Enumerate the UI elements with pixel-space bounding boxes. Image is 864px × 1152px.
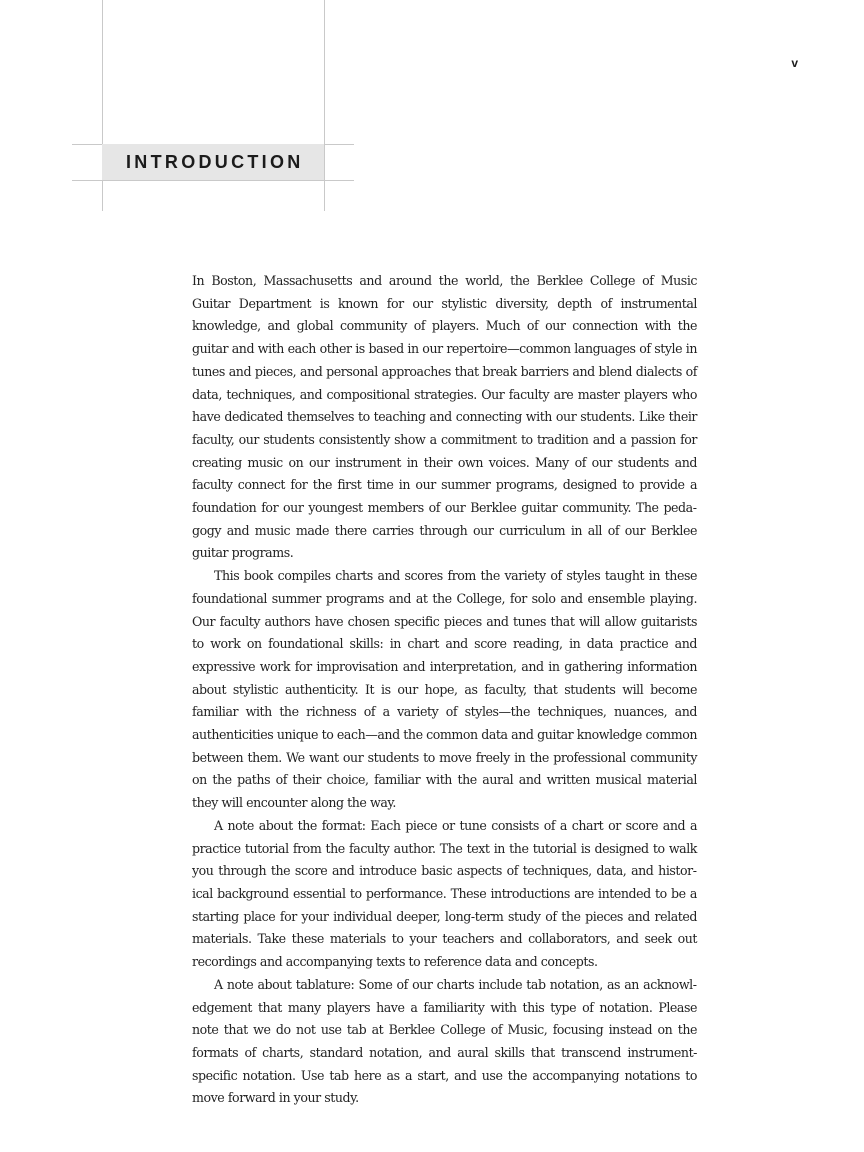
page-number: v — [791, 56, 798, 70]
section-title: INTRODUCTION — [126, 152, 304, 172]
paragraph: A note about tablature: Some of our charts include tab notation, as an acknowledgement that many players have a familiarity with this type of notation. Please note that we do not use tab at Berklee College of Music, focusing instead on the formats of charts, standard notation, and aural skills that transcend instrument-specific notation. Use tab here as a start, and use the accompanying notations to move forward in your study. — [192, 976, 697, 1106]
paragraph: This book compiles charts and scores from the variety of styles taught in these foundational summer programs and at the College, for solo and ensemble playing. Our faculty authors have chosen specific pieces and tunes that will allow guitarists to work on foundational skills: in chart and score reading, in data practice and expressive work for improvisation and interpretation, and in gathering information about stylistic authenticity. It is our hope, as faculty, that students will become familiar with the richness of a variety of styles—the techniques, nuances, and authenticities unique to each—and the common data and guitar knowledge common between them. We want our students to move freely in the professional community on the paths of their choice, familiar with the aural and written musical material they will encounter along the way. — [192, 568, 697, 811]
paragraph: A note about the format: Each piece or tune consists of a chart or score and a practice tutorial from the faculty author. The text in the tutorial is designed to walk you through the score and introduce basic aspects of techniques, data, and historical background essential to performance. These introductions are intended to be a starting place for your individual deeper, long-term study of the pieces and related materials. Take these materials to your teachers and collaborators, and seek out recordings and accompanying texts to reference data and concepts. — [192, 817, 697, 970]
heading-rule-bottom — [72, 180, 354, 181]
body-text — [192, 270, 697, 1110]
paragraph: In Boston, Massachusetts and around the world, the Berklee College of Music Guitar Department is known for our stylistic diversity, depth of instrumental knowledge, and global community of players. Much of our connection with the guitar and with each other is based in our repertoire—common languages of style in tunes and pieces, and personal approaches that break barriers and blend dialects of data, techniques, and compositional strategies. Our faculty are master players who have dedicated themselves to teaching and connecting with our students. Like their faculty, our students consistently show a commitment to tradition and a passion for creating music on our instrument in their own voices. Many of our students and faculty connect for the first time in our summer programs, designed to provide a foundation for our youngest members of our Berklee guitar community. The pedagogy and music made there carries through our curriculum in all of our Berklee guitar programs. — [192, 273, 697, 561]
